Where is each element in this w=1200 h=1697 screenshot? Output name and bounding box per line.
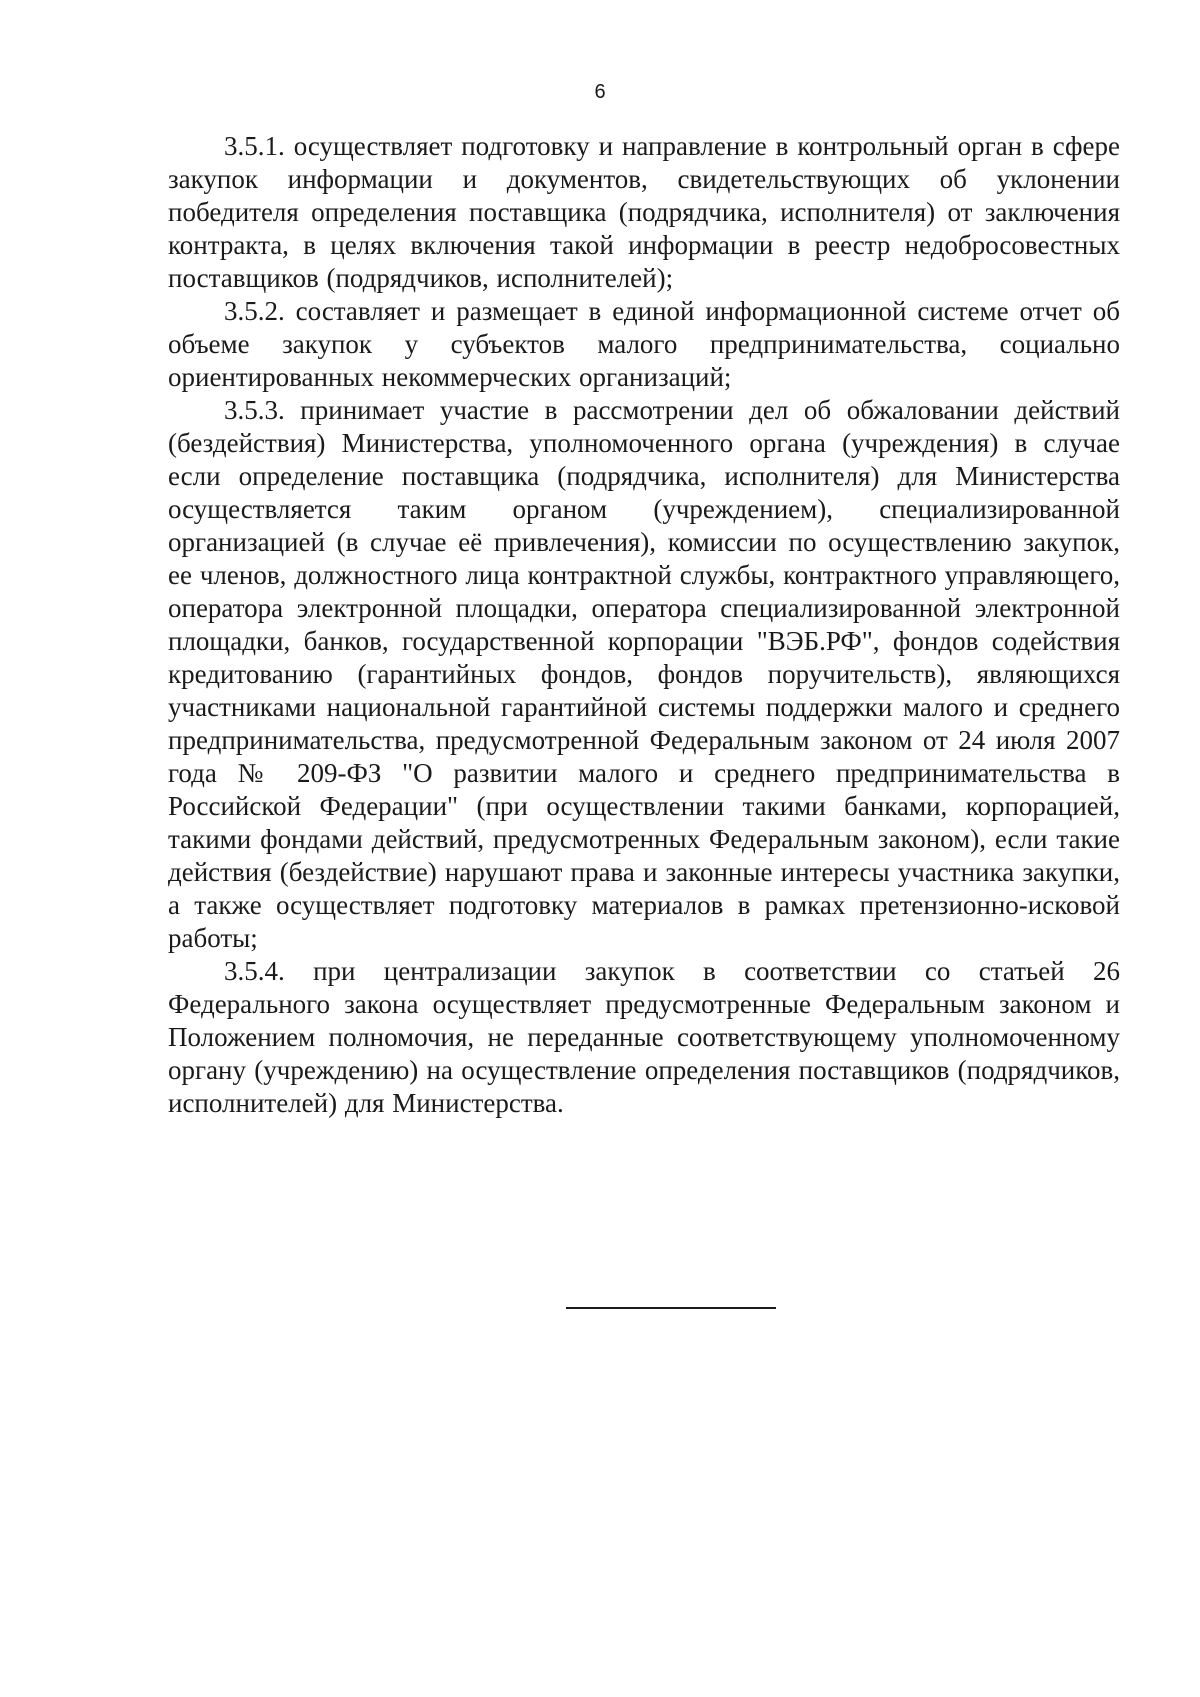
paragraph-3-5-3: 3.5.3. принимает участие в рассмотрении дел об обжаловании действий (бездействия) Министерства, уполномоченного органа (учреждения) в случае если определение поставщика (подрядчика, исполнителя) для Министерства осуществляется таким органом (учреждением), специализированной организацией (в случае её привлечения), комиссии по осуществлению закупок, ее членов, должностного лица контрактной службы, контрактного управляющего, оператора электронной площадки, оператора специализированной электронной площадки, банков, государственной корпорации "ВЭБ.РФ", фондов содействия кредитованию (гарантийных фондов, фондов поручительств), являющихся участниками национальной гарантийной системы поддержки малого и среднего предпринимательства, предусмотренной Федеральным законом от 24 июля 2007 года № 209-ФЗ "О развитии малого и среднего предпринимательства в Российской Федерации" (при осуществлении такими банками, корпорацией, такими фондами действий, предусмотренных Федеральным законом), если такие действия (бездействие) нарушают права и законные интересы участника закупки, а также осуществляет подготовку материалов в рамках претензионно-исковой работы; [168,395,1120,953]
paragraph-3-5-2: 3.5.2. составляет и размещает в единой информационной системе отчет об объеме закупок у субъектов малого предпринимательства, социально ориентированных некоммерческих организаций; [168,296,1120,392]
end-of-document-rule [566,1307,776,1309]
document-body [168,130,1120,1120]
page-number: 6 [594,81,606,103]
paragraph-3-5-1: 3.5.1. осуществляет подготовку и направление в контрольный орган в сфере закупок информации и документов, свидетельствующих об уклонении победителя определения поставщика (подрядчика, исполнителя) от заключения контракта, в целях включения такой информации в реестр недобросовестных поставщиков (подрядчиков, исполнителей); [168,131,1120,293]
paragraph-3-5-4: 3.5.4. при централизации закупок в соответствии со статьей 26 Федерального закона осуществляет предусмотренные Федеральным законом и Положением полномочия, не переданные соответствующему уполномоченному органу (учреждению) на осуществление определения поставщиков (подрядчиков, исполнителей) для Министерства. [168,956,1120,1118]
